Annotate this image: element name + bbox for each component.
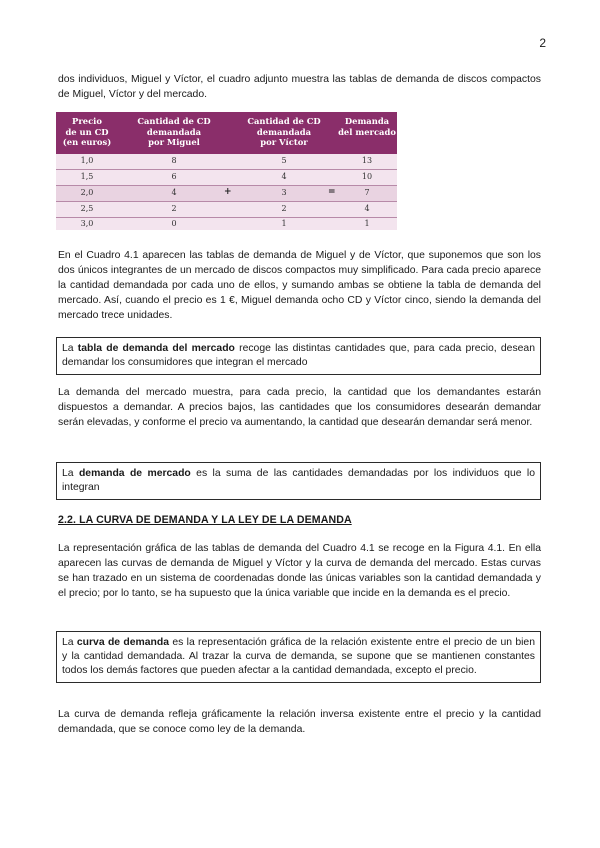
definition-text: es la suma de las cantidades demandadas por los individuos que lo integran (62, 468, 535, 493)
cell-market: 7 (364, 188, 370, 197)
table-row (56, 202, 397, 217)
table-row (56, 186, 397, 201)
cell-victor: 2 (281, 204, 287, 213)
cell-price: 1,0 (80, 156, 94, 165)
cell-victor: 5 (281, 156, 287, 165)
cell-miguel: 8 (171, 156, 177, 165)
definition-term: demanda de mercado (78, 468, 191, 479)
definition-prefix: La (62, 637, 77, 648)
paragraph-1: En el Cuadro 4.1 aparecen las tablas de demanda de Miguel y de Víctor, que suponemos que son los dos únicos integrantes de un mercado de discos compactos muy simplificado. Para cada precio aparece la cantidad demandada por cada uno de ellos, y sumando ambas se obtiene la tabla de demanda del mercado. Así, cuando el precio es 1 €, Miguel demanda ocho CD y Víctor cinco, siendo la demanda del mercado trece unidades. (58, 250, 541, 321)
cell-miguel: 4 (171, 188, 177, 197)
cell-victor: 4 (281, 172, 287, 181)
definition-prefix: La (62, 468, 79, 479)
definition-box-market-demand (56, 462, 541, 500)
definition-box-market-demand-table (56, 337, 541, 375)
equals-sign: = (328, 187, 336, 197)
definition-box-demand-curve (56, 631, 541, 683)
header-price: Precio de un CD (en euros) (62, 116, 112, 147)
table-row (56, 218, 397, 230)
cell-price: 3,0 (80, 219, 94, 228)
intro-paragraph: dos individuos, Miguel y Víctor, el cuadro adjunto muestra las tablas de demanda de discos compactos de Miguel, Víctor y del mercado. (58, 74, 541, 100)
cell-miguel: 0 (171, 219, 177, 228)
paragraph-2: La demanda del mercado muestra, para cada precio, la cantidad que los demandantes estarán dispuestos a demandar. A precios bajos, las cantidades que los consumidores desearán demandar serán elevadas, y conforme el precio va aumentando, la cantidad que desearán demandar será menor. (58, 387, 541, 428)
header-victor: Cantidad de CD demandada por Víctor (247, 116, 321, 147)
definition-term: curva de demanda (76, 637, 170, 648)
definition-prefix: La (62, 343, 78, 354)
paragraph-3: La representación gráfica de las tablas de demanda del Cuadro 4.1 se recoge en la Figura 4.1. En ella aparecen las curvas de demanda de Miguel y Víctor y la curva de demanda del mercado. Estas curvas se han trazado en un sistema de coordenadas donde las únicas variables son la cantidad demandada y el precio; por lo tanto, se ha supuesto que la única variable que incide en la demanda es el precio. (58, 543, 541, 599)
cell-market: 4 (364, 204, 370, 213)
cell-miguel: 2 (171, 204, 177, 213)
section-heading: 2.2. LA CURVA DE DEMANDA Y LA LEY DE LA DEMANDA (58, 514, 352, 526)
paragraph-4: La curva de demanda refleja gráficamente la relación inversa existente entre el precio y la cantidad demandada, que se conoce como ley de la demanda. (58, 709, 541, 735)
header-miguel: Cantidad de CD demandada por Miguel (137, 116, 211, 147)
definition-text: es la representación gráfica de la relación existente entre el precio de un bien y la cantidad demandada. Al trazar la curva de demanda, se supone que se mantienen constantes todos los demás factores que pueden afectar a la cantidad demandada, excepto el precio. (62, 637, 535, 676)
plus-sign: + (224, 187, 232, 197)
cell-price: 2,5 (80, 204, 94, 213)
table-row (56, 154, 397, 169)
page-number: 2 (539, 36, 546, 50)
header-market: Demanda del mercado (338, 116, 396, 137)
definition-text: recoge las distintas cantidades que, para cada precio, desean demandar los consumidores que integran el mercado (62, 343, 535, 368)
definition-term: tabla de demanda del mercado (77, 343, 235, 354)
cell-victor: 1 (281, 219, 287, 228)
table-header (56, 112, 397, 154)
cell-market: 1 (364, 219, 370, 228)
cell-victor: 3 (281, 188, 287, 197)
cell-price: 1,5 (80, 172, 94, 181)
cell-market: 10 (361, 172, 373, 181)
cell-market: 13 (361, 156, 373, 165)
cell-miguel: 6 (171, 172, 177, 181)
table-row (56, 170, 397, 185)
demand-table (56, 112, 397, 230)
cell-price: 2,0 (80, 188, 94, 197)
